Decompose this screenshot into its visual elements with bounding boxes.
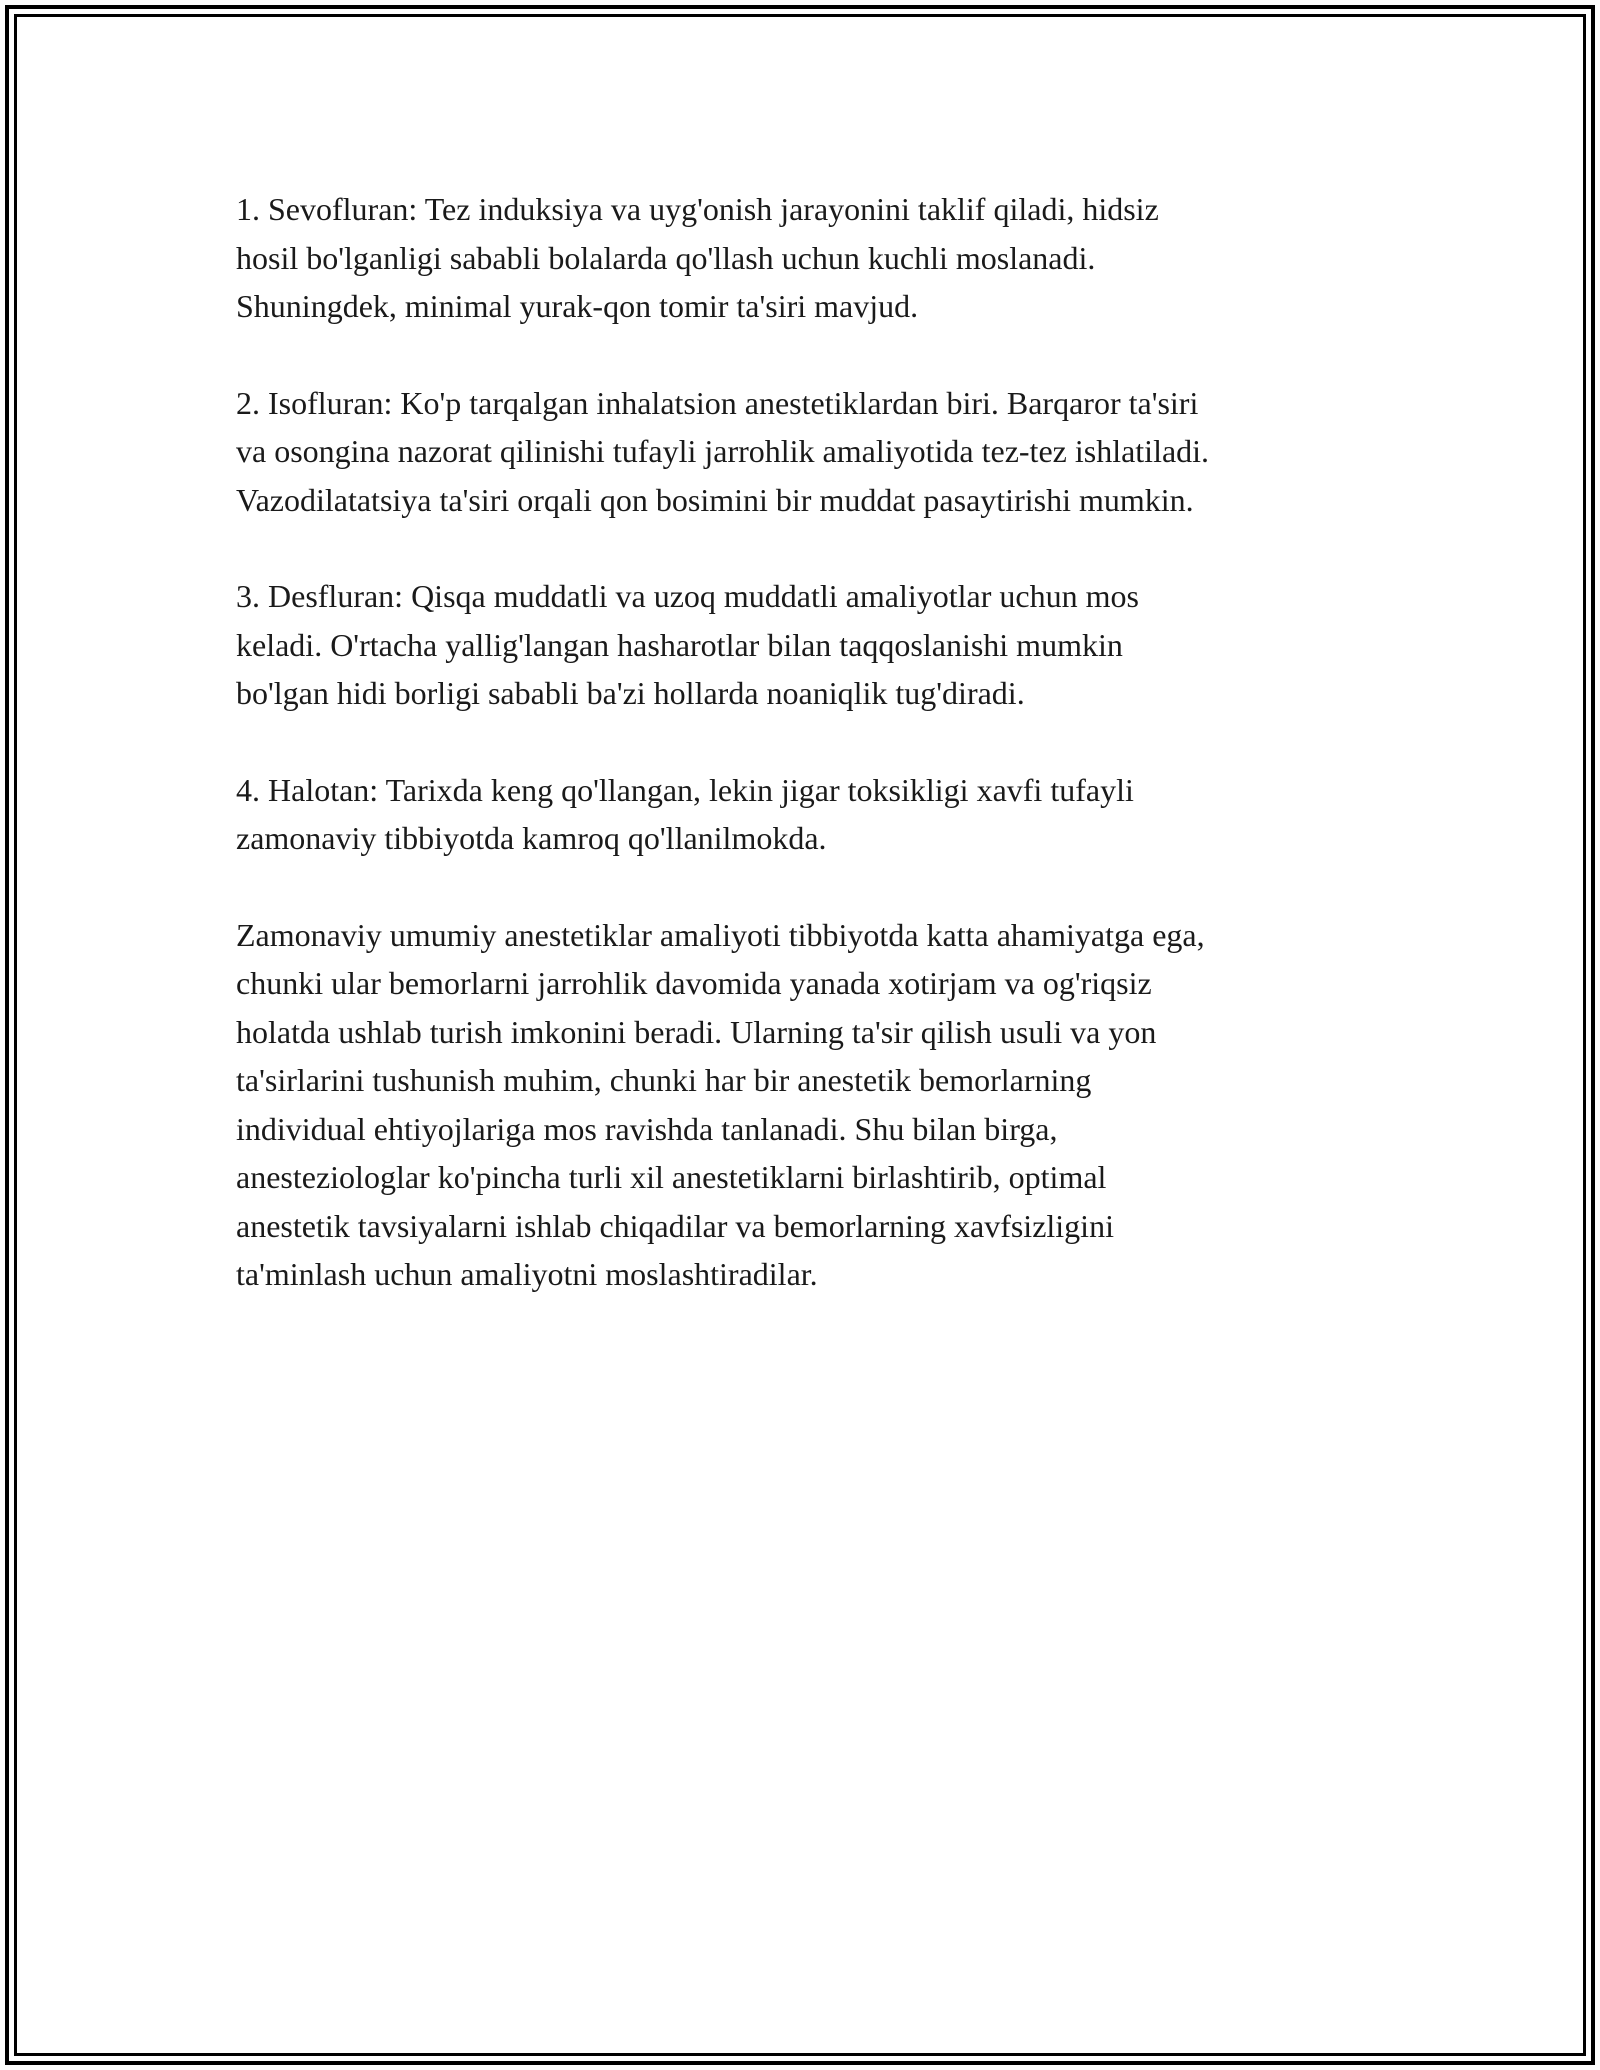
paragraph-conclusion: Zamonaviy umumiy anestetiklar amaliyoti tibbiyotda katta ahamiyatga ega, chunki ular bemorlarni jarrohlik davomida yanada xotirjam va og'riqsiz holatda ushlab turish imkonini beradi. Ularning ta'sir qilish usuli va yon ta'sirlarini tushunish muhim, chunki har bir anestetik bemorlarning individual ehtiyojlariga mos ravishda tanlanadi. Shu bilan birga, anesteziologlar ko'pincha turli xil anestetiklarni birlashtirib, optimal anestetik tavsiyalarni ishlab chiqadilar va bemorlarning xavfsizligini ta'minlash uchun amaliyotni moslashtiradilar. <box>236 916 1205 1292</box>
paragraph-desfluran: 3. Desfluran: Qisqa muddatli va uzoq muddatli amaliyotlar uchun mos keladi. O'rtacha yallig'langan hasharotlar bilan taqqoslanishi mumkin bo'lgan hidi borligi sababli ba'zi hollarda noaniqlik tug'diradi. <box>236 578 1139 711</box>
paragraph-halotan: 4. Halotan: Tarixda keng qo'llangan, lekin jigar toksikligi xavfi tufayli zamonaviy tibbiyotda kamroq qo'llanilmokda. <box>236 771 1134 856</box>
paragraph-sevofluran: 1. Sevofluran: Tez induksiya va uyg'onish jarayonini taklif qiladi, hidsiz hosil bo'lganligi sababli bolalarda qo'llash uchun kuchli moslanadi. Shuningdek, minimal yurak-qon tomir ta'siri mavjud. <box>236 191 1159 324</box>
paragraph-isofluran: 2. Isofluran: Ko'p tarqalgan inhalatsion anestetiklardan biri. Barqaror ta'siri va osongina nazorat qilinishi tufayli jarrohlik amaliyotida tez-tez ishlatiladi. Vazodilatatsiya ta'siri orqali qon bosimini bir muddat pasaytirishi mumkin. <box>236 384 1210 518</box>
document-body <box>236 185 1386 1347</box>
